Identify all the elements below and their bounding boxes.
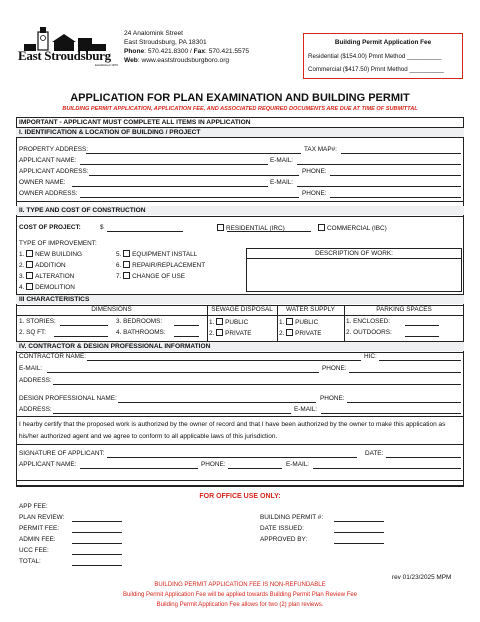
type-label-text: REPAIR/REPLACEMENT xyxy=(132,262,206,269)
water-public-label: PUBLIC xyxy=(295,319,319,326)
tax-map-field[interactable] xyxy=(341,146,461,154)
ucc-fee-label: UCC FEE: xyxy=(19,547,49,554)
repair-checkbox[interactable] xyxy=(123,261,130,268)
sig-phone-field[interactable] xyxy=(228,461,282,469)
street: 24 Analomink Street xyxy=(124,30,184,37)
plan-review-label: PLAN REVIEW: xyxy=(19,514,65,521)
description-box[interactable] xyxy=(246,248,462,292)
water-private[interactable] xyxy=(279,329,322,338)
tax-map-label: TAX MAP#: xyxy=(304,146,337,153)
fee-commercial: Commercial ($417.50) Pmnt Method __________ xyxy=(308,66,444,73)
type-number: 1. xyxy=(19,251,25,258)
important-notice: IMPORTANT - APPLICANT MUST COMPLETE ALL ITEMS IN APPLICATION xyxy=(19,119,251,126)
section-2-heading: II. TYPE AND COST OF CONSTRUCTION xyxy=(16,206,464,215)
sig-applicant-name-field[interactable] xyxy=(80,461,198,469)
demolition-checkbox[interactable] xyxy=(26,283,33,290)
sqft-label: 2. SQ FT: xyxy=(19,329,46,336)
owner-email-label: E-MAIL: xyxy=(270,179,294,186)
design-phone-field[interactable] xyxy=(347,395,461,403)
logo-subtext: Established 1870 xyxy=(94,63,118,67)
contractor-phone-field[interactable] xyxy=(349,365,461,373)
sqft-field[interactable] xyxy=(54,329,108,337)
commercial-option[interactable] xyxy=(318,224,387,233)
parking-heading: PARKING SPACES xyxy=(376,306,432,313)
property-address-label: PROPERTY ADDRESS: xyxy=(19,146,89,153)
admin-fee-field[interactable] xyxy=(72,536,122,544)
stories-field[interactable] xyxy=(60,318,108,326)
contractor-email-label: E-MAIL: xyxy=(19,365,43,372)
sewage-private-label: PRIVATE xyxy=(225,330,252,337)
equipment-checkbox[interactable] xyxy=(123,250,130,257)
type-repair-replacement[interactable] xyxy=(116,261,205,270)
type-number: 6. xyxy=(116,262,122,269)
applicant-email-field[interactable] xyxy=(297,157,461,165)
design-name-label: DESIGN PROFESSIONAL NAME: xyxy=(19,395,117,402)
date-issued-field[interactable] xyxy=(334,525,384,533)
new-building-checkbox[interactable] xyxy=(26,250,33,257)
type-label-text: CHANGE OF USE xyxy=(132,273,186,280)
enclosed-field[interactable] xyxy=(405,318,439,326)
owner-address-label: OWNER ADDRESS: xyxy=(19,190,78,197)
owner-address-field[interactable] xyxy=(80,190,299,198)
ucc-fee-field[interactable] xyxy=(72,547,122,555)
sewage-heading: SEWAGE DISPOSAL xyxy=(211,306,273,313)
contractor-address-field[interactable] xyxy=(53,377,461,385)
design-address-label: ADDRESS: xyxy=(19,406,52,413)
cost-field[interactable] xyxy=(107,224,183,232)
footer-line-1: BUILDING PERMIT APPLICATION FEE IS NON-REFUNDABLE xyxy=(154,582,326,588)
applicant-name-field[interactable] xyxy=(80,157,268,165)
footer-line-2: Building Permit Application Fee will be applied towards Building Permit Plan Review Fee xyxy=(122,592,358,598)
sewage-private-checkbox[interactable] xyxy=(216,329,223,336)
type-number: 5. xyxy=(116,251,122,258)
design-address-field[interactable] xyxy=(53,406,291,414)
footer-notes xyxy=(0,580,480,610)
water-private-label: PRIVATE xyxy=(295,330,322,337)
certification-text: I hearby certify that the proposed work is authorized by the owner of record and that I have been authorized by the owner to make this application as his/her authorized agent and we agree to conform to all applicable laws of this jurisdiction. xyxy=(19,421,446,440)
water-number: 1. xyxy=(279,319,285,326)
contractor-email-field[interactable] xyxy=(47,365,319,373)
hic-label: HIC: xyxy=(364,353,377,360)
type-label-text: ADDITION xyxy=(35,262,66,269)
approved-by-field[interactable] xyxy=(334,536,384,544)
signature-field[interactable] xyxy=(107,450,357,458)
type-addition[interactable] xyxy=(19,261,66,270)
bedrooms-field[interactable] xyxy=(174,318,199,326)
owner-name-field[interactable] xyxy=(72,179,268,187)
hic-field[interactable] xyxy=(379,353,461,361)
sig-email-field[interactable] xyxy=(313,461,461,469)
owner-name-label: OWNER NAME: xyxy=(19,179,66,186)
type-alteration[interactable] xyxy=(19,272,74,281)
residential-underline xyxy=(227,224,311,232)
type-change-of-use[interactable] xyxy=(116,272,185,281)
footer-line-3: Building Permit Application Fee allows for two (2) plan reviews. xyxy=(156,602,324,608)
design-name-field[interactable] xyxy=(118,395,316,403)
fee-box xyxy=(303,33,463,79)
address-block xyxy=(124,29,249,65)
type-label-text: DEMOLITION xyxy=(35,284,75,291)
type-label-text: ALTERATION xyxy=(35,273,75,280)
sig-email-label: E-MAIL: xyxy=(286,461,310,468)
total-field[interactable] xyxy=(72,558,122,566)
type-new-building[interactable] xyxy=(19,250,82,259)
stories-label: 1. STORIES: xyxy=(19,318,56,325)
water-heading: WATER SUPPLY xyxy=(286,306,335,313)
applicant-name-label: APPLICANT NAME: xyxy=(19,157,77,164)
contractor-phone-label: PHONE: xyxy=(322,365,347,372)
web-value: : www.eaststroudsburgboro.org xyxy=(137,57,230,64)
residential-label: RESIDENTIAL (IRC) xyxy=(226,225,285,232)
borough-logo xyxy=(18,26,118,72)
applicant-email-label: E-MAIL: xyxy=(270,157,294,164)
applicant-phone-label: PHONE: xyxy=(302,168,327,175)
type-number: 2. xyxy=(19,262,25,269)
fee-box-title: Building Permit Application Fee xyxy=(334,39,432,46)
plan-review-field[interactable] xyxy=(72,514,122,522)
page-title: APPLICATION FOR PLAN EXAMINATION AND BUILDING PERMIT xyxy=(70,92,410,104)
permit-number-field[interactable] xyxy=(334,514,384,522)
fax-label: Fax xyxy=(193,48,206,55)
sewage-private[interactable] xyxy=(209,329,252,338)
water-number: 2. xyxy=(279,330,285,337)
contractor-name-field[interactable] xyxy=(87,353,361,361)
cost-label: COST OF PROJECT: xyxy=(19,224,81,231)
description-label: DESCRIPTION OF WORK: xyxy=(315,250,393,257)
design-email-label: E-MAIL: xyxy=(294,406,318,413)
owner-email-field[interactable] xyxy=(297,179,461,187)
applicant-phone-field[interactable] xyxy=(330,168,461,176)
bathrooms-label: 4. BATHROOMS: xyxy=(116,329,166,336)
outdoors-label: 2. OUTDOORS: xyxy=(346,329,392,336)
type-demolition[interactable] xyxy=(19,283,75,292)
type-label: TYPE OF IMPROVEMENT: xyxy=(19,240,97,247)
logo-text: East Stroudsburg xyxy=(18,48,111,63)
sig-applicant-name-label: APPLICANT NAME: xyxy=(19,461,77,468)
outdoors-field[interactable] xyxy=(405,329,439,337)
dimensions-heading: DIMENSIONS xyxy=(91,306,132,313)
date-issued-label: DATE ISSUED: xyxy=(260,525,304,532)
type-label-text: EQUIPMENT INSTALL xyxy=(132,251,198,258)
property-address-field[interactable] xyxy=(86,146,301,154)
contractor-address-label: ADDRESS: xyxy=(19,377,52,384)
phone-value: : 570.421.8300 / xyxy=(144,48,194,55)
owner-phone-field[interactable] xyxy=(330,190,461,198)
water-public-checkbox[interactable] xyxy=(286,318,293,325)
admin-fee-label: ADMIN FEE: xyxy=(19,536,56,543)
sewage-public-checkbox[interactable] xyxy=(216,318,223,325)
applicant-address-field[interactable] xyxy=(89,168,299,176)
permit-fee-field[interactable] xyxy=(72,525,122,533)
revision-note: rev 01/23/2025 MPM xyxy=(392,574,452,581)
type-number: 7. xyxy=(116,273,122,280)
bedrooms-label: 3. BEDROOMS: xyxy=(116,318,163,325)
fax-value: : 570.421.5575 xyxy=(205,48,250,55)
signature-label: SIGNATURE OF APPLICANT: xyxy=(19,450,105,457)
signature-date-field[interactable] xyxy=(386,450,461,458)
section-3-heading: III CHARACTERISTICS xyxy=(16,295,464,304)
applicant-address-label: APPLICANT ADDRESS: xyxy=(19,168,89,175)
water-private-checkbox[interactable] xyxy=(286,329,293,336)
addition-checkbox[interactable] xyxy=(26,261,33,268)
sewage-public[interactable] xyxy=(209,318,248,327)
description-divider xyxy=(247,258,461,259)
app-fee-label: APP FEE: xyxy=(19,503,48,510)
change-use-checkbox[interactable] xyxy=(123,272,130,279)
type-number: 4. xyxy=(19,284,25,291)
type-label-text: NEW BUILDING xyxy=(35,251,82,258)
section-4-heading: IV. CONTRACTOR & DESIGN PROFESSIONAL INFORMATION xyxy=(16,342,464,351)
design-phone-label: PHONE: xyxy=(320,395,345,402)
design-email-field[interactable] xyxy=(321,406,461,414)
owner-phone-label: PHONE: xyxy=(302,190,327,197)
sewage-public-label: PUBLIC xyxy=(225,319,249,326)
residential-checkbox[interactable] xyxy=(217,224,224,231)
permit-number-label: BUILDING PERMIT #: xyxy=(260,514,324,521)
sewage-number: 2. xyxy=(209,330,215,337)
signature-date-label: DATE: xyxy=(365,450,384,457)
section-1-heading: I. IDENTIFICATION & LOCATION OF BUILDING / PROJECT xyxy=(16,128,464,137)
approved-by-label: APPROVED BY: xyxy=(260,536,308,543)
web-line xyxy=(124,56,249,65)
city: East Stroudsburg, PA 18301 xyxy=(124,39,207,46)
web-label: Web xyxy=(124,57,138,64)
commercial-checkbox[interactable] xyxy=(318,224,325,231)
commercial-label: COMMERCIAL (IBC) xyxy=(327,225,387,232)
phone-fax-line xyxy=(124,47,249,56)
type-number: 3. xyxy=(19,273,25,280)
dollar-sign: $ xyxy=(100,224,104,231)
alteration-checkbox[interactable] xyxy=(26,272,33,279)
sewage-number: 1. xyxy=(209,319,215,326)
contractor-name-label: CONTRACTOR NAME: xyxy=(19,353,86,360)
permit-fee-label: PERMIT FEE: xyxy=(19,525,60,532)
bathrooms-field[interactable] xyxy=(174,329,199,337)
page-subtitle: BUILDING PERMIT APPLICATION, APPLICATION FEE, AND ASSOCIATED REQUIRED DOCUMENTS ARE DUE AT TIME OF SUBMITTAL xyxy=(62,106,418,112)
phone-label: Phone xyxy=(124,48,145,55)
fee-residential: Residential ($154.00) Pmnt Method __________ xyxy=(308,53,442,60)
type-equipment-install[interactable] xyxy=(116,250,197,259)
office-use-heading: FOR OFFICE USE ONLY: xyxy=(199,493,281,500)
enclosed-label: 1. ENCLOSED: xyxy=(346,318,391,325)
total-label: TOTAL: xyxy=(19,558,41,565)
sig-phone-label: PHONE: xyxy=(201,461,226,468)
water-public[interactable] xyxy=(279,318,318,327)
